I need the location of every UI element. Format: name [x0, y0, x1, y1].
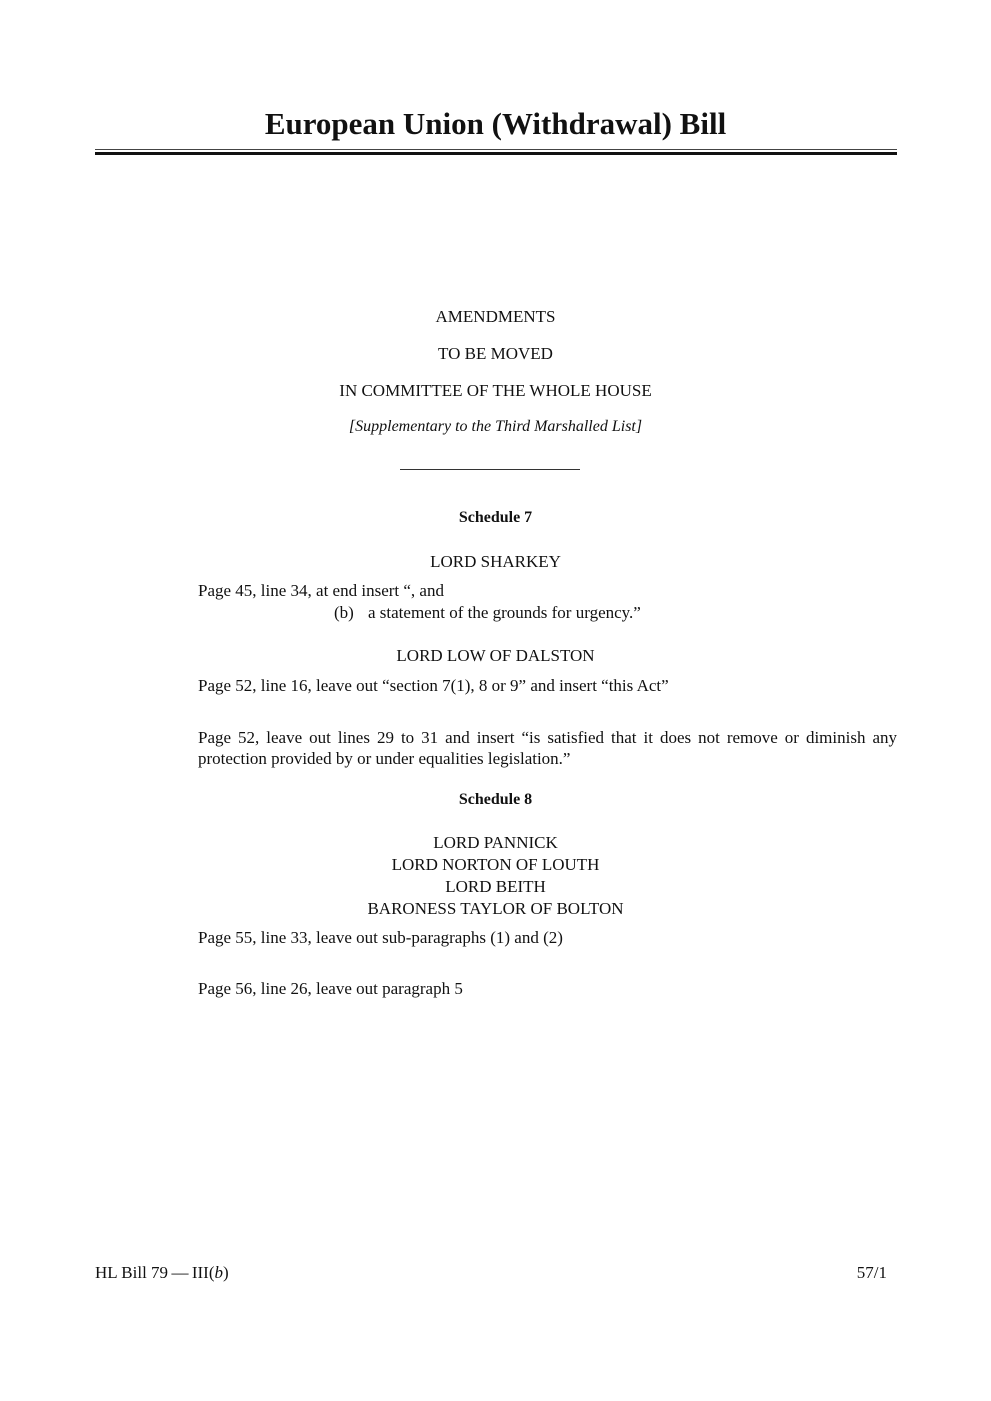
- member-name: LORD PANNICK: [433, 833, 558, 852]
- bill-title: European Union (Withdrawal) Bill: [264, 106, 727, 141]
- member-name: LORD LOW OF DALSTON: [396, 646, 595, 665]
- amendment-text: Page 45, line 34, at end insert “, and: [198, 581, 444, 600]
- heading-committee: IN COMMITTEE OF THE WHOLE HOUSE: [339, 381, 652, 400]
- heading-amendments: AMENDMENTS: [435, 307, 556, 326]
- title-rule-thin: [95, 149, 897, 150]
- sub-paragraph-label: (b): [334, 603, 354, 622]
- heading-to-be-moved: TO BE MOVED: [438, 344, 553, 363]
- bill-reference-text: HL Bill 79 — III(: [95, 1263, 215, 1282]
- amendment-text: Page 52, line 16, leave out “section 7(1), 8 or 9” and insert “this Act”: [198, 676, 669, 695]
- bill-reference-suffix: b: [214, 1263, 223, 1282]
- heading-subtitle: [Supplementary to the Third Marshalled List]: [348, 418, 643, 435]
- schedule-8-heading: Schedule 8: [458, 791, 533, 808]
- title-rule-thick: [95, 152, 897, 155]
- sub-paragraph-text: a statement of the grounds for urgency.”: [368, 603, 641, 622]
- member-name: LORD BEITH: [445, 877, 546, 896]
- member-name: LORD SHARKEY: [430, 552, 561, 571]
- amendment-text: Page 56, line 26, leave out paragraph 5: [198, 979, 463, 998]
- section-divider: [400, 469, 580, 470]
- bill-reference: [95, 1263, 229, 1283]
- amendment-text: Page 52, leave out lines 29 to 31 and insert “is satisfied that it does not remove or diminish any protection provided by or under equalities legislation.”: [198, 728, 897, 768]
- member-name: LORD NORTON OF LOUTH: [391, 855, 600, 874]
- bill-reference-close: ): [223, 1263, 229, 1282]
- member-name: BARONESS TAYLOR OF BOLTON: [367, 899, 624, 918]
- page-reference: 57/1: [856, 1263, 887, 1282]
- schedule-7-heading: Schedule 7: [458, 509, 533, 526]
- amendment-text: Page 55, line 33, leave out sub-paragraphs (1) and (2): [198, 928, 563, 947]
